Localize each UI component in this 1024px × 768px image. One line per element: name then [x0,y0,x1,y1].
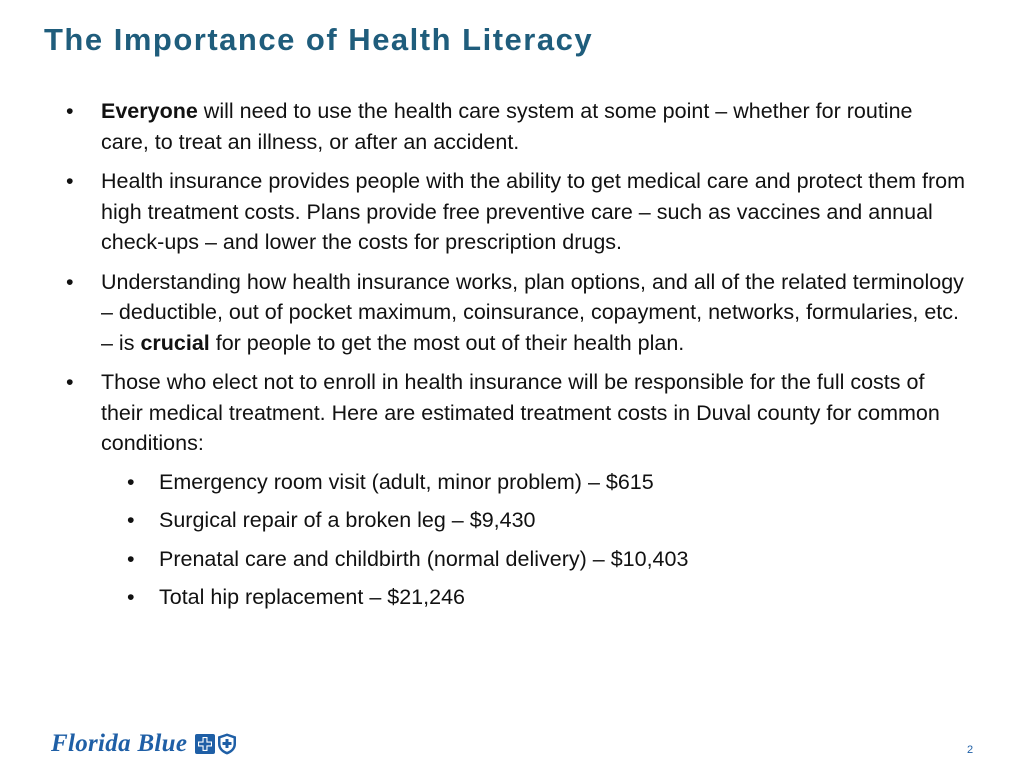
cost-item-broken-leg: • Surgical repair of a broken leg – $9,430 [101,505,966,536]
cost-item-hip-replacement: • Total hip replacement – $21,246 [101,582,966,613]
bullet-list [66,96,966,622]
bullet-text: will need to use the health care system at some point – whether for routine care, to treat an illness, or after an accident. [101,99,913,154]
bullet-text: Understanding how health insurance works, plan options, and all of the related terminology – deductible, out of pocket maximum, coinsurance, copayment, networks, formularies, etc. – is [101,269,964,355]
bullet-text: for people to get the most out of their health plan. [209,330,685,355]
cost-item-er-visit: • Emergency room visit (adult, minor problem) – $615 [101,467,966,498]
cost-list [101,467,966,613]
logo-marks [195,733,237,755]
bullet-item-insurance [66,166,966,258]
bullet-item-costs [66,367,966,613]
bullet-text: Those who elect not to enroll in health insurance will be responsible for the full costs of their medical treatment. Here are estimated treatment costs in Duval county for common conditions: [101,370,940,455]
bullet-item-understanding [66,267,966,359]
bullet-bold-text: crucial [140,330,210,355]
page-number: 2 [967,744,974,756]
blue-cross-icon [195,734,215,754]
slide-title: The Importance of Health Literacy [44,22,594,57]
bullet-bold-text: Everyone [101,99,198,123]
bullet-text: Health insurance provides people with the ability to get medical care and protect them from high treatment costs. Plans provide free preventive care – such as vaccines and annual check-ups – and lower the costs for prescription drugs. [101,169,966,254]
bullet-item-everyone [66,96,966,157]
logo-text: Florida Blue [51,730,188,757]
florida-blue-logo [51,730,237,758]
cost-item-childbirth: • Prenatal care and childbirth (normal delivery) – $10,403 [101,544,966,575]
blue-shield-icon [217,733,237,755]
